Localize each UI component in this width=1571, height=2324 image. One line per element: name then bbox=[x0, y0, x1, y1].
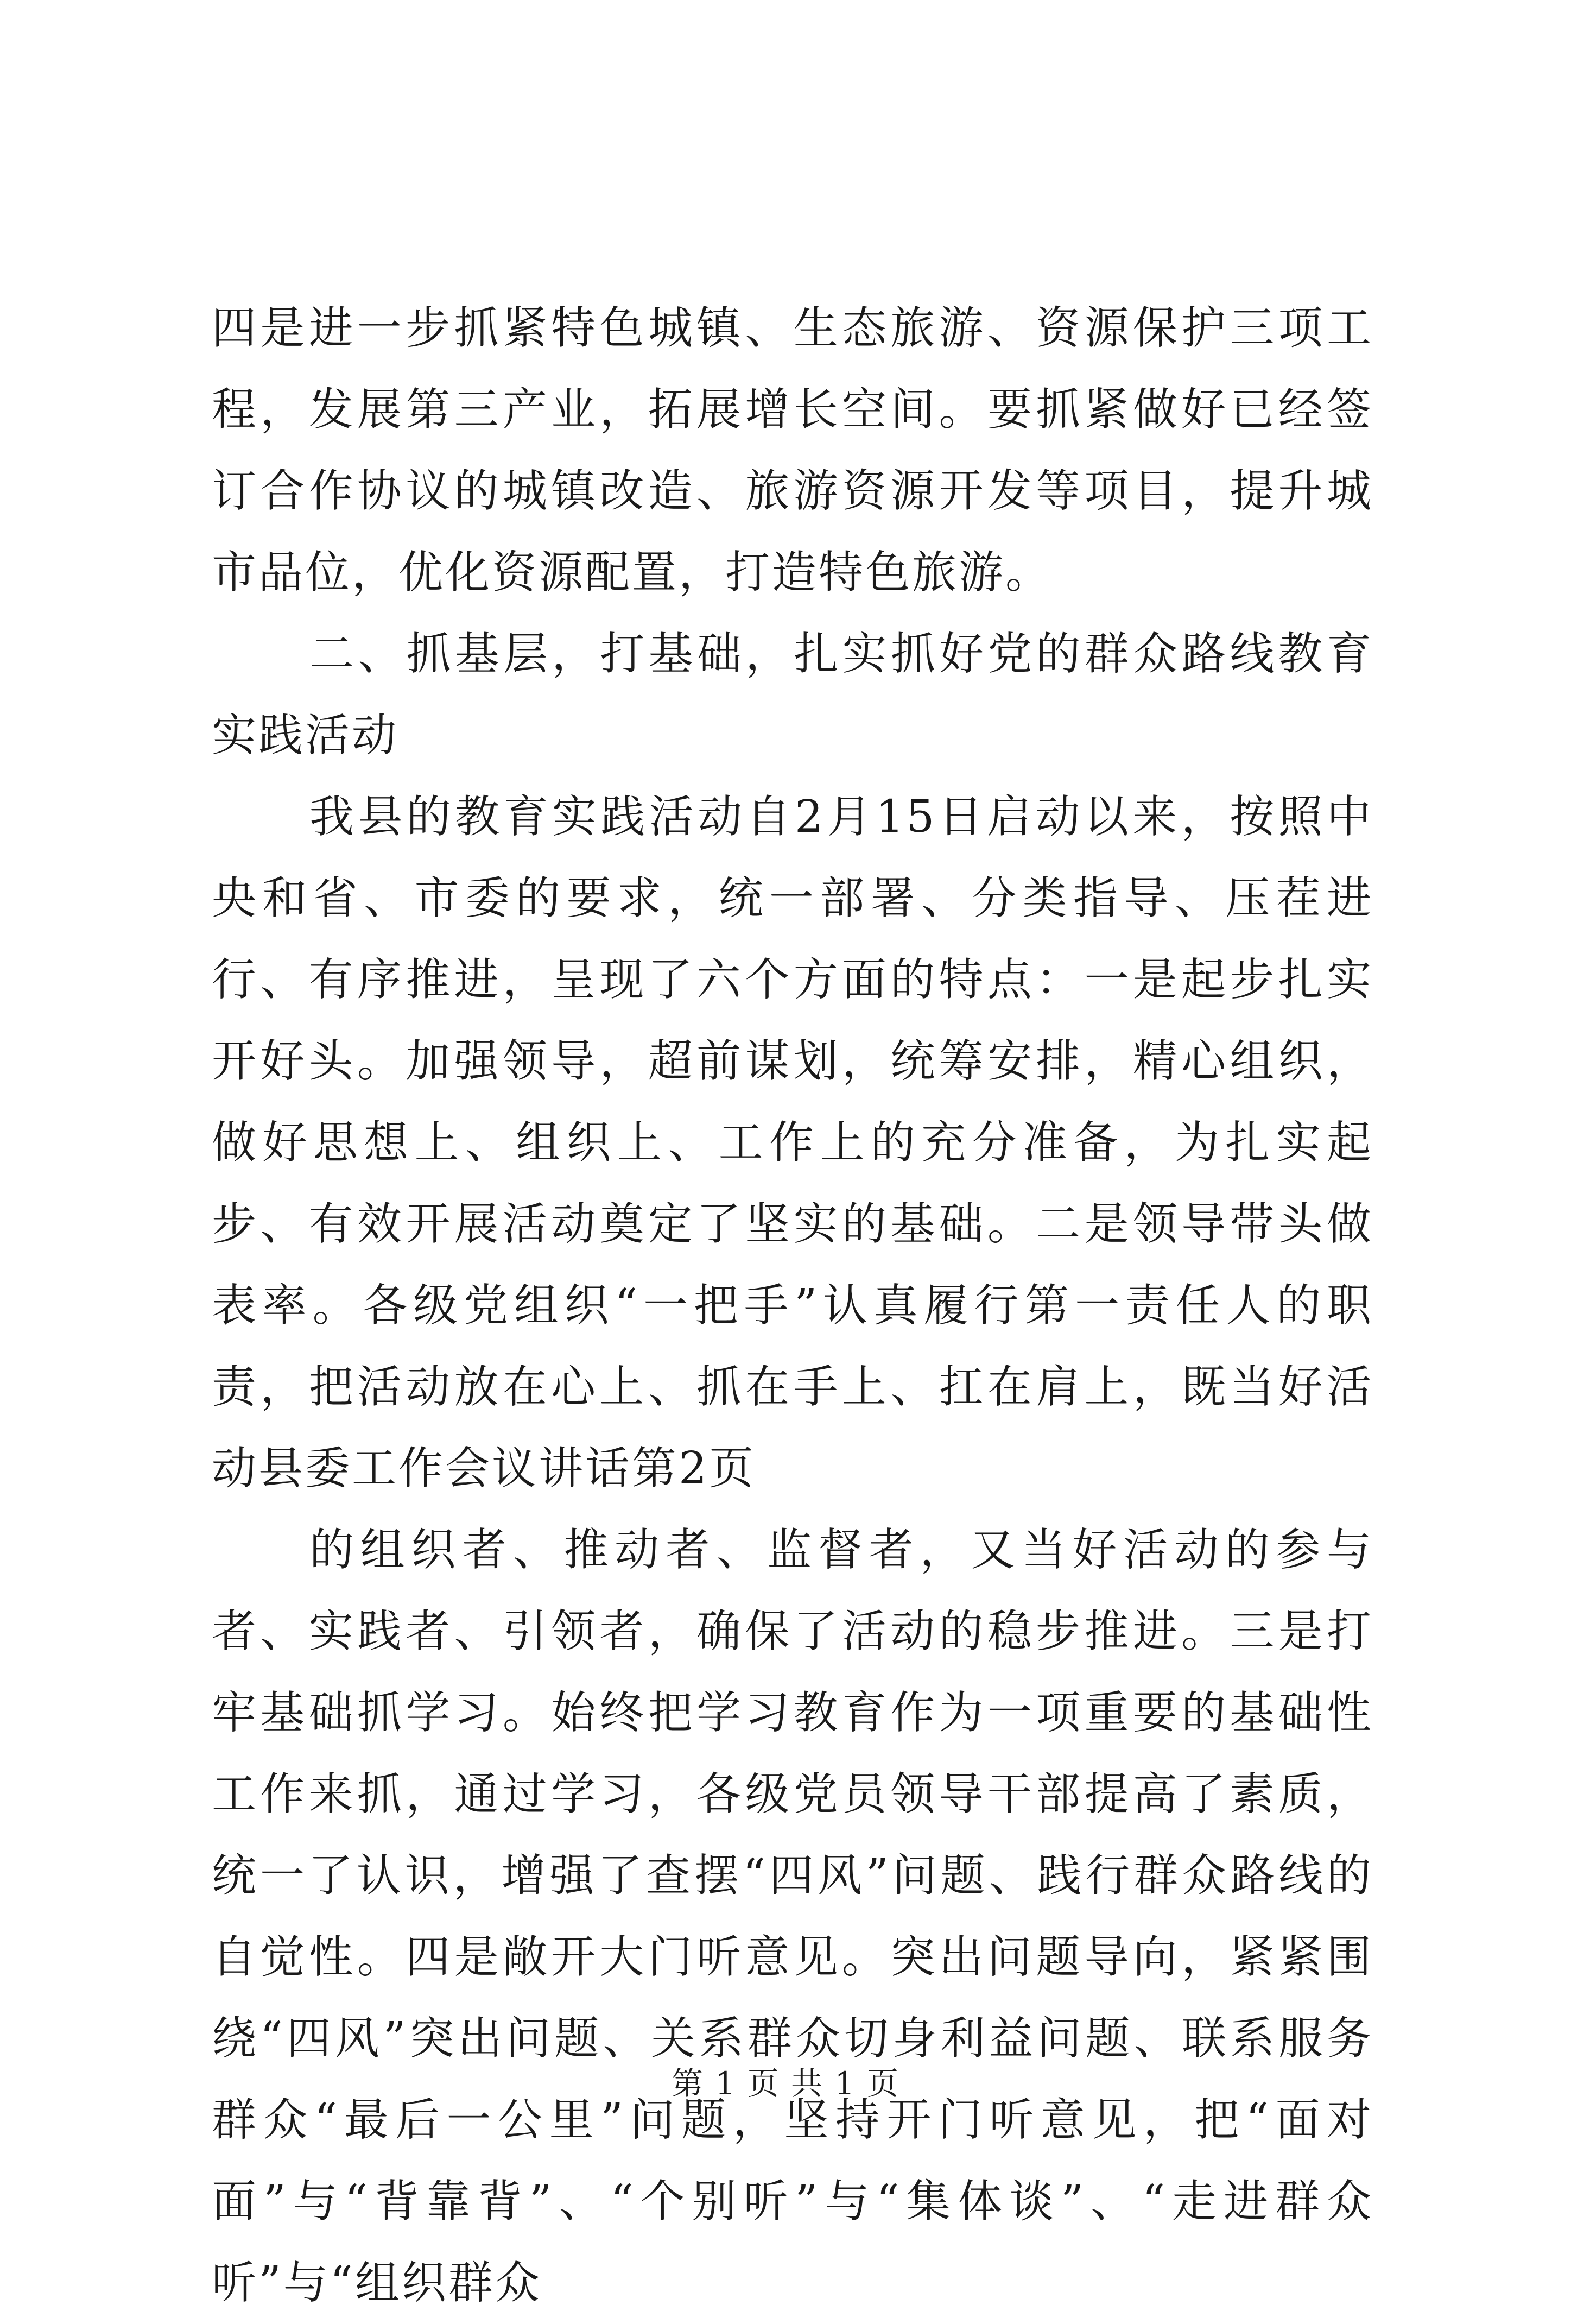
document-body bbox=[212, 288, 1373, 2324]
section-heading: 二、抓基层，打基础，扎实抓好党的群众路线教育实践活动 bbox=[212, 628, 1373, 761]
page-footer: 第 1 页 共 1 页 bbox=[672, 2065, 899, 2102]
paragraph-3: 的组织者、推动者、监督者，又当好活动的参与者、实践者、引领者，确保了活动的稳步推进。三是打牢基础抓学习。始终把学习教育作为一项重要的基础性工作来抓，通过学习，各级党员领导干部提高了素质，统一了认识，增强了查摆“四风”问题、践行群众路线的自觉性。四是敞开大门听意见。突出问题导向，紧紧围绕“四风”突出问题、关系群众切身利益问题、联系服务群众“最后一公里”问题，坚持开门听意见，把“面对面”与“背靠背”、“个别听”与“集体谈”、“走进群众听”与“组织群众 bbox=[212, 1524, 1373, 2309]
paragraph-1: 四是进一步抓紧特色城镇、生态旅游、资源保护三项工程，发展第三产业，拓展增长空间。要抓紧做好已经签订合作协议的城镇改造、旅游资源开发等项目，提升城市品位，优化资源配置，打造特色旅游。 bbox=[212, 302, 1373, 598]
paragraph-2: 我县的教育实践活动自2月15日启动以来，按照中央和省、市委的要求，统一部署、分类指导、压茬进行、有序推进，呈现了六个方面的特点：一是起步扎实开好头。加强领导，超前谋划，统筹安排，精心组织，做好思想上、组织上、工作上的充分准备，为扎实起步、有效开展活动奠定了坚实的基础。二是领导带头做表率。各级党组织“一把手”认真履行第一责任人的职责，把活动放在心上、抓在手上、扛在肩上，既当好活动县委工作会议讲话第2页 bbox=[212, 791, 1373, 1494]
